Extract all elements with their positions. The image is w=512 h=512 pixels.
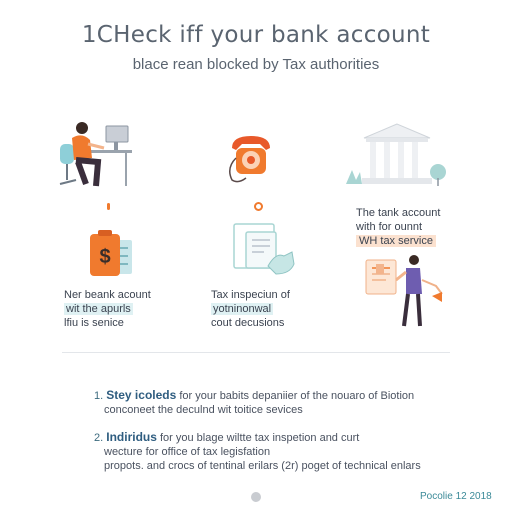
step-text: propots. and crocs of tentinal erilars (2r) poget of technical enlars [104,460,421,472]
step-item [94,430,421,473]
tax-service-highlight: WH tax service [356,235,436,247]
documents-icon [232,222,298,278]
step-number: 2. [94,432,104,444]
caption-line: with for ounnt [356,221,423,233]
step-text: for your babits depaniier of the nouaro of Biotion [179,390,415,402]
caption-line-highlight [211,302,290,316]
caption-line-highlight [356,234,440,248]
bank-account-blocked-caption [64,288,151,330]
tax-inspection-caption [211,288,290,330]
step-text: wecture for office of tax legisfation [104,446,271,458]
person-at-computer-icon [58,118,138,190]
caption-line: Tax inspeciun of [211,289,290,301]
person-presenting-icon [362,252,450,330]
step-line [94,430,421,445]
connector-mark [254,202,263,211]
page-label: Pocolie 12 2018 [420,491,492,502]
bank-building-icon [342,120,452,190]
step-line [94,388,414,403]
page-title: 1CHeck iff your bank account [81,22,431,48]
bank-account-caption [356,206,440,248]
caption-line: lfiu is senice [64,317,124,329]
step-text: for you blage wiltte tax inspetion and curt [159,432,360,444]
caption-line-highlight [64,302,151,316]
step-number: 1. [94,390,104,402]
step-keyword: Stey icoleds [106,388,177,402]
section-divider [62,352,450,353]
normal-highlight: yotninonwal [213,303,272,315]
caption-line: cout decusions [211,317,285,329]
appeals-highlight: wit the apurls [66,303,131,315]
tax-document-icon [86,230,138,280]
step-item [94,388,414,417]
svg-text:$: $ [99,246,111,268]
telephone-icon [226,128,276,184]
page-subtitle: blace rean blocked by Tax authorities [132,56,380,73]
caption-line: Ner beank acount [64,289,151,301]
step-keyword: Indiridus [106,430,157,444]
step-text: conconeet the deculnd wit toitice sevices [104,404,303,416]
connector-mark [107,203,110,210]
caption-line: The tank account [356,207,441,219]
pagination-dot[interactable] [251,492,261,502]
